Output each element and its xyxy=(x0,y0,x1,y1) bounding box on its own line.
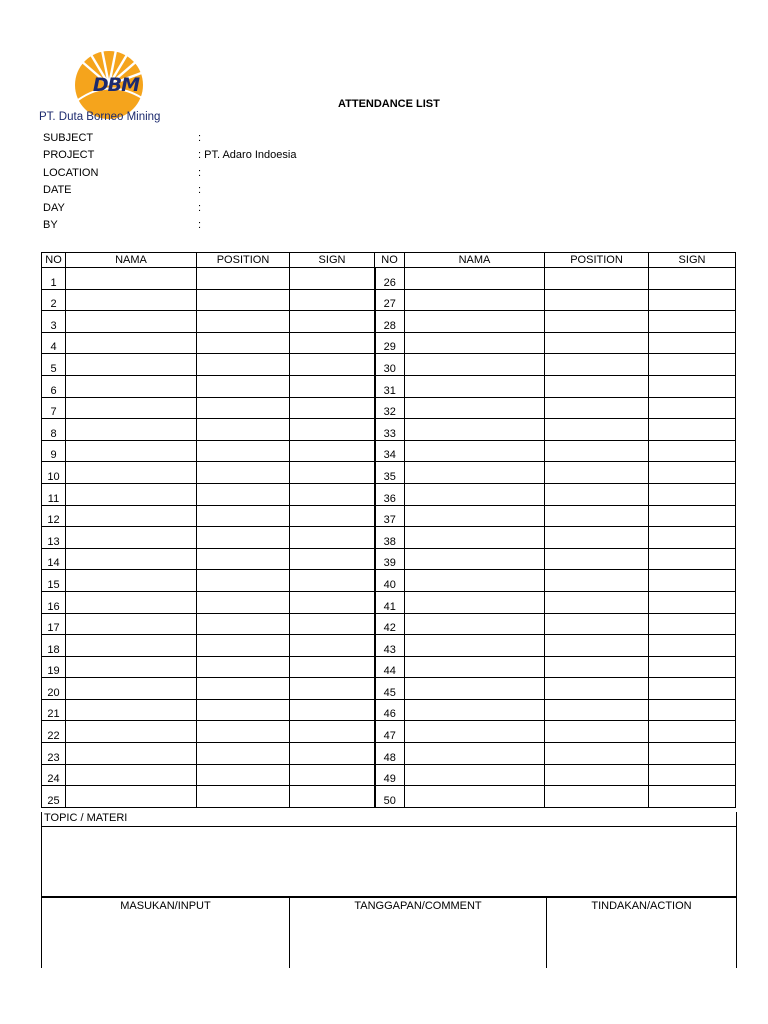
sign-cell[interactable] xyxy=(290,721,375,743)
position-cell[interactable] xyxy=(197,397,290,419)
table-row xyxy=(42,332,736,354)
row-number: 31 xyxy=(375,375,405,397)
row-number: 27 xyxy=(375,289,405,311)
nama-cell[interactable] xyxy=(66,786,197,808)
row-number: 41 xyxy=(375,591,405,613)
position-cell[interactable] xyxy=(545,440,649,462)
nama-cell[interactable] xyxy=(66,289,197,311)
nama-cell[interactable] xyxy=(405,635,545,657)
sign-cell[interactable] xyxy=(649,570,736,592)
row-number: 10 xyxy=(42,462,66,484)
sign-cell[interactable] xyxy=(290,462,375,484)
table-row xyxy=(42,764,736,786)
position-cell[interactable] xyxy=(545,375,649,397)
row-number: 15 xyxy=(42,570,66,592)
position-cell[interactable] xyxy=(197,635,290,657)
nama-cell[interactable] xyxy=(66,570,197,592)
position-cell[interactable] xyxy=(197,721,290,743)
nama-cell[interactable] xyxy=(405,505,545,527)
position-cell[interactable] xyxy=(197,678,290,700)
row-number: 28 xyxy=(375,311,405,333)
position-cell[interactable] xyxy=(545,397,649,419)
sign-cell[interactable] xyxy=(290,268,375,290)
meta-label: PROJECT xyxy=(43,149,95,162)
sign-cell[interactable] xyxy=(290,311,375,333)
row-number: 49 xyxy=(375,764,405,786)
nama-cell[interactable] xyxy=(405,375,545,397)
row-number: 35 xyxy=(375,462,405,484)
column-header-position: POSITION xyxy=(197,253,290,268)
table-header-row xyxy=(42,253,736,268)
nama-cell[interactable] xyxy=(405,332,545,354)
sign-cell[interactable] xyxy=(290,332,375,354)
position-cell[interactable] xyxy=(197,743,290,765)
table-row xyxy=(42,268,736,290)
position-cell[interactable] xyxy=(197,505,290,527)
row-number: 8 xyxy=(42,419,66,441)
row-number: 38 xyxy=(375,527,405,549)
table-row xyxy=(42,311,736,333)
sign-cell[interactable] xyxy=(290,764,375,786)
position-cell[interactable] xyxy=(545,527,649,549)
row-number: 22 xyxy=(42,721,66,743)
meta-label: DATE xyxy=(43,184,72,197)
meta-row-location xyxy=(43,167,373,184)
row-number: 40 xyxy=(375,570,405,592)
row-number: 24 xyxy=(42,764,66,786)
sign-cell[interactable] xyxy=(649,786,736,808)
nama-cell[interactable] xyxy=(405,743,545,765)
comment-column[interactable]: TANGGAPAN/COMMENT xyxy=(289,898,546,968)
nama-cell[interactable] xyxy=(405,462,545,484)
position-cell[interactable] xyxy=(545,419,649,441)
meta-label: BY xyxy=(43,218,58,231)
position-cell[interactable] xyxy=(545,786,649,808)
sign-cell[interactable] xyxy=(290,483,375,505)
attendance-table xyxy=(41,252,736,808)
nama-cell[interactable] xyxy=(66,505,197,527)
position-cell[interactable] xyxy=(197,354,290,376)
position-cell[interactable] xyxy=(545,268,649,290)
position-cell[interactable] xyxy=(545,332,649,354)
sign-cell[interactable] xyxy=(649,527,736,549)
nama-cell[interactable] xyxy=(405,483,545,505)
row-number: 4 xyxy=(42,332,66,354)
row-number: 34 xyxy=(375,440,405,462)
nama-cell[interactable] xyxy=(405,440,545,462)
row-number: 37 xyxy=(375,505,405,527)
row-number: 6 xyxy=(42,375,66,397)
company-name: PT. Duta Borneo Mining xyxy=(39,111,161,123)
meta-row-by xyxy=(43,219,373,236)
column-header-sign: SIGN xyxy=(649,253,736,268)
position-cell[interactable] xyxy=(545,721,649,743)
nama-cell[interactable] xyxy=(405,678,545,700)
row-number: 17 xyxy=(42,613,66,635)
table-row xyxy=(42,375,736,397)
row-number: 21 xyxy=(42,699,66,721)
position-cell[interactable] xyxy=(545,743,649,765)
sign-cell[interactable] xyxy=(290,570,375,592)
position-cell[interactable] xyxy=(545,570,649,592)
sign-cell[interactable] xyxy=(290,548,375,570)
position-cell[interactable] xyxy=(197,289,290,311)
row-number: 18 xyxy=(42,635,66,657)
table-row xyxy=(42,354,736,376)
position-cell[interactable] xyxy=(545,635,649,657)
table-row xyxy=(42,462,736,484)
table-row xyxy=(42,419,736,441)
nama-cell[interactable] xyxy=(405,786,545,808)
nama-cell[interactable] xyxy=(405,419,545,441)
sign-cell[interactable] xyxy=(649,743,736,765)
nama-cell[interactable] xyxy=(66,699,197,721)
row-number: 19 xyxy=(42,656,66,678)
nama-cell[interactable] xyxy=(66,375,197,397)
position-cell[interactable] xyxy=(197,699,290,721)
nama-cell[interactable] xyxy=(405,570,545,592)
row-number: 9 xyxy=(42,440,66,462)
sign-cell[interactable] xyxy=(649,505,736,527)
position-cell[interactable] xyxy=(545,613,649,635)
row-number: 1 xyxy=(42,268,66,290)
row-number: 25 xyxy=(42,786,66,808)
table-row xyxy=(42,699,736,721)
sign-cell[interactable] xyxy=(649,483,736,505)
meta-value[interactable]: : xyxy=(198,132,202,144)
nama-cell[interactable] xyxy=(66,419,197,441)
position-cell[interactable] xyxy=(545,289,649,311)
sign-cell[interactable] xyxy=(649,721,736,743)
sign-cell[interactable] xyxy=(649,591,736,613)
position-cell[interactable] xyxy=(545,483,649,505)
sign-cell[interactable] xyxy=(290,591,375,613)
sign-cell[interactable] xyxy=(649,678,736,700)
sign-cell[interactable] xyxy=(649,289,736,311)
nama-cell[interactable] xyxy=(66,311,197,333)
nama-cell[interactable] xyxy=(66,613,197,635)
position-cell[interactable] xyxy=(545,678,649,700)
nama-cell[interactable] xyxy=(66,332,197,354)
attendance-rows xyxy=(42,268,736,808)
position-cell[interactable] xyxy=(197,483,290,505)
column-header-nama: NAMA xyxy=(66,253,197,268)
table-row xyxy=(42,548,736,570)
action-column[interactable]: TINDAKAN/ACTION xyxy=(546,898,736,968)
nama-cell[interactable] xyxy=(66,483,197,505)
sign-cell[interactable] xyxy=(649,764,736,786)
meta-row-subject xyxy=(43,132,373,149)
row-number: 5 xyxy=(42,354,66,376)
nama-cell[interactable] xyxy=(405,311,545,333)
sign-cell[interactable] xyxy=(649,419,736,441)
column-header-sign: SIGN xyxy=(290,253,375,268)
nama-cell[interactable] xyxy=(66,548,197,570)
meta-value[interactable]: : PT. Adaro Indoesia xyxy=(198,149,297,162)
meta-row-project xyxy=(43,149,373,166)
sign-cell[interactable] xyxy=(290,397,375,419)
column-header-nama: NAMA xyxy=(405,253,545,268)
sign-cell[interactable] xyxy=(649,311,736,333)
nama-cell[interactable] xyxy=(405,548,545,570)
sign-cell[interactable] xyxy=(649,397,736,419)
meta-row-day xyxy=(43,202,373,219)
meta-value[interactable]: : xyxy=(198,184,202,197)
sign-cell[interactable] xyxy=(649,699,736,721)
nama-cell[interactable] xyxy=(405,656,545,678)
position-cell[interactable] xyxy=(197,786,290,808)
nama-cell[interactable] xyxy=(405,397,545,419)
topic-section xyxy=(41,812,737,897)
table-row xyxy=(42,613,736,635)
table-row xyxy=(42,743,736,765)
sign-cell[interactable] xyxy=(649,332,736,354)
position-cell[interactable] xyxy=(197,548,290,570)
nama-cell[interactable] xyxy=(66,397,197,419)
position-cell[interactable] xyxy=(197,332,290,354)
sign-cell[interactable] xyxy=(649,635,736,657)
row-number: 12 xyxy=(42,505,66,527)
row-number: 48 xyxy=(375,743,405,765)
position-cell[interactable] xyxy=(197,268,290,290)
topic-field[interactable] xyxy=(42,827,736,896)
sign-cell[interactable] xyxy=(290,699,375,721)
row-number: 13 xyxy=(42,527,66,549)
row-number: 39 xyxy=(375,548,405,570)
row-number: 33 xyxy=(375,419,405,441)
row-number: 32 xyxy=(375,397,405,419)
row-number: 42 xyxy=(375,613,405,635)
position-cell[interactable] xyxy=(545,311,649,333)
row-number: 16 xyxy=(42,591,66,613)
position-cell[interactable] xyxy=(197,419,290,441)
sign-cell[interactable] xyxy=(290,527,375,549)
nama-cell[interactable] xyxy=(405,591,545,613)
sign-cell[interactable] xyxy=(649,375,736,397)
nama-cell[interactable] xyxy=(405,764,545,786)
nama-cell[interactable] xyxy=(66,440,197,462)
position-cell[interactable] xyxy=(197,462,290,484)
table-row xyxy=(42,656,736,678)
position-cell[interactable] xyxy=(545,462,649,484)
logo-mark: DBM xyxy=(92,74,140,96)
sign-cell[interactable] xyxy=(290,354,375,376)
nama-cell[interactable] xyxy=(66,721,197,743)
position-cell[interactable] xyxy=(197,591,290,613)
position-cell[interactable] xyxy=(197,527,290,549)
sign-cell[interactable] xyxy=(290,419,375,441)
table-row xyxy=(42,483,736,505)
column-header-no: NO xyxy=(375,253,405,268)
sign-cell[interactable] xyxy=(290,613,375,635)
sign-cell[interactable] xyxy=(649,462,736,484)
row-number: 30 xyxy=(375,354,405,376)
position-cell[interactable] xyxy=(197,613,290,635)
column-header-no: NO xyxy=(42,253,66,268)
column-header-position: POSITION xyxy=(545,253,649,268)
position-cell[interactable] xyxy=(545,699,649,721)
meta-value[interactable]: : xyxy=(198,201,202,214)
nama-cell[interactable] xyxy=(66,268,197,290)
nama-cell[interactable] xyxy=(66,354,197,376)
table-row xyxy=(42,440,736,462)
row-number: 43 xyxy=(375,635,405,657)
nama-cell[interactable] xyxy=(405,721,545,743)
nama-cell[interactable] xyxy=(405,268,545,290)
table-row xyxy=(42,397,736,419)
position-cell[interactable] xyxy=(197,570,290,592)
position-cell[interactable] xyxy=(545,764,649,786)
position-cell[interactable] xyxy=(197,764,290,786)
sign-cell[interactable] xyxy=(290,440,375,462)
row-number: 2 xyxy=(42,289,66,311)
position-cell[interactable] xyxy=(197,311,290,333)
row-number: 50 xyxy=(375,786,405,808)
meta-row-date xyxy=(43,184,373,201)
table-row xyxy=(42,289,736,311)
nama-cell[interactable] xyxy=(66,764,197,786)
table-row xyxy=(42,678,736,700)
row-number: 29 xyxy=(375,332,405,354)
row-number: 7 xyxy=(42,397,66,419)
nama-cell[interactable] xyxy=(405,699,545,721)
row-number: 36 xyxy=(375,483,405,505)
meta-label: SUBJECT xyxy=(43,132,94,144)
sign-cell[interactable] xyxy=(290,656,375,678)
table-row xyxy=(42,570,736,592)
nama-cell[interactable] xyxy=(66,743,197,765)
sign-cell[interactable] xyxy=(649,440,736,462)
position-cell[interactable] xyxy=(197,656,290,678)
sign-cell[interactable] xyxy=(290,743,375,765)
sign-cell[interactable] xyxy=(649,656,736,678)
meta-value[interactable]: : xyxy=(198,218,202,231)
sign-cell[interactable] xyxy=(290,678,375,700)
sign-cell[interactable] xyxy=(290,289,375,311)
nama-cell[interactable] xyxy=(66,591,197,613)
nama-cell[interactable] xyxy=(405,613,545,635)
row-number: 20 xyxy=(42,678,66,700)
nama-cell[interactable] xyxy=(405,527,545,549)
nama-cell[interactable] xyxy=(66,527,197,549)
nama-cell[interactable] xyxy=(66,635,197,657)
sign-cell[interactable] xyxy=(649,354,736,376)
sign-cell[interactable] xyxy=(290,375,375,397)
position-cell[interactable] xyxy=(545,591,649,613)
sign-cell[interactable] xyxy=(649,548,736,570)
position-cell[interactable] xyxy=(545,548,649,570)
row-number: 14 xyxy=(42,548,66,570)
table-row xyxy=(42,721,736,743)
nama-cell[interactable] xyxy=(66,656,197,678)
meta-block xyxy=(43,132,373,236)
feedback-section xyxy=(41,897,737,968)
table-row xyxy=(42,635,736,657)
position-cell[interactable] xyxy=(197,440,290,462)
position-cell[interactable] xyxy=(545,505,649,527)
nama-cell[interactable] xyxy=(405,354,545,376)
nama-cell[interactable] xyxy=(66,678,197,700)
position-cell[interactable] xyxy=(545,656,649,678)
meta-value[interactable]: : xyxy=(198,166,202,179)
sign-cell[interactable] xyxy=(290,505,375,527)
sign-cell[interactable] xyxy=(290,786,375,808)
row-number: 3 xyxy=(42,311,66,333)
row-number: 11 xyxy=(42,483,66,505)
position-cell[interactable] xyxy=(197,375,290,397)
meta-label: LOCATION xyxy=(43,166,99,179)
table-row xyxy=(42,527,736,549)
sign-cell[interactable] xyxy=(649,613,736,635)
row-number: 23 xyxy=(42,743,66,765)
nama-cell[interactable] xyxy=(405,289,545,311)
input-column[interactable]: MASUKAN/INPUT xyxy=(120,900,211,912)
meta-label: DAY xyxy=(43,201,65,214)
sign-cell[interactable] xyxy=(649,268,736,290)
page-title: ATTENDANCE LIST xyxy=(338,98,440,110)
row-number: 46 xyxy=(375,699,405,721)
sign-cell[interactable] xyxy=(290,635,375,657)
table-row xyxy=(42,786,736,808)
row-number: 45 xyxy=(375,678,405,700)
nama-cell[interactable] xyxy=(66,462,197,484)
row-number: 47 xyxy=(375,721,405,743)
table-row xyxy=(42,591,736,613)
table-row xyxy=(42,505,736,527)
company-logo xyxy=(38,48,188,128)
topic-label: TOPIC / MATERI xyxy=(42,812,736,827)
row-number: 26 xyxy=(375,268,405,290)
position-cell[interactable] xyxy=(545,354,649,376)
row-number: 44 xyxy=(375,656,405,678)
